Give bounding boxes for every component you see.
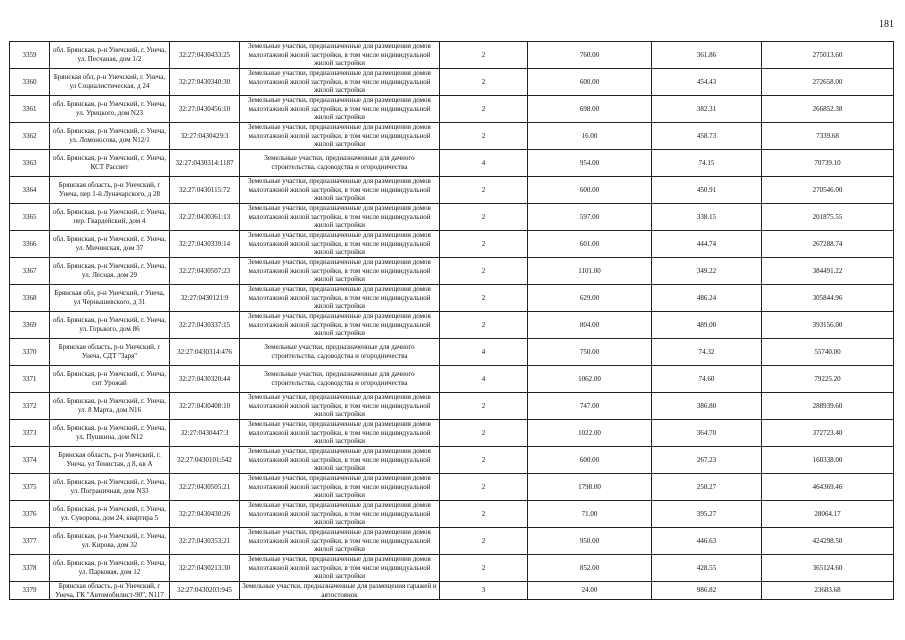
row-number-cell: 3379 [10, 582, 50, 600]
address-cell: обл. Брянская, р-н Унечский, г. Унеча, ул. Пушкина, дом N12 [50, 420, 170, 447]
use-group-cell: 2 [440, 123, 528, 150]
cadastral-value-cell: 70739.10 [762, 150, 894, 177]
row-number-cell: 3361 [10, 96, 50, 123]
table-row [10, 555, 894, 582]
land-use-cell: Земельные участки, предназначенные для размещения домов малоэтажной жилой застройки, в том числе индивидуальной жилой застройки [240, 177, 440, 204]
use-group-cell: 2 [440, 447, 528, 474]
land-use-cell: Земельные участки, предназначенные для размещения домов малоэтажной жилой застройки, в том числе индивидуальной жилой застройки [240, 285, 440, 312]
use-group-cell: 2 [440, 555, 528, 582]
use-group-cell: 2 [440, 258, 528, 285]
specific-value-cell: 458.73 [652, 123, 762, 150]
specific-value-cell: 364.70 [652, 420, 762, 447]
cadastral-number-cell: 32:27:0430429:3 [170, 123, 240, 150]
land-use-cell: Земельные участки, предназначенные для размещения домов малоэтажной жилой застройки, в том числе индивидуальной жилой застройки [240, 474, 440, 501]
address-cell: обл. Брянская, р-н Унечский, г. Унеча, ул. Пограничная, дом N33 [50, 474, 170, 501]
cadastral-value-cell: 393156.00 [762, 312, 894, 339]
area-cell: 852.00 [528, 555, 652, 582]
cadastral-number-cell: 32:27:0430320:44 [170, 366, 240, 393]
land-use-cell: Земельные участки, предназначенные для размещения домов малоэтажной жилой застройки, в том числе индивидуальной жилой застройки [240, 42, 440, 69]
cadastral-number-cell: 32:27:0430408:10 [170, 393, 240, 420]
table-row [10, 582, 894, 600]
specific-value-cell: 382.31 [652, 96, 762, 123]
cadastral-number-cell: 32:27:0430121:9 [170, 285, 240, 312]
row-number-cell: 3369 [10, 312, 50, 339]
specific-value-cell: 74.60 [652, 366, 762, 393]
specific-value-cell: 489.00 [652, 312, 762, 339]
use-group-cell: 4 [440, 339, 528, 366]
land-use-cell: Земельные участки, предназначенные для размещения домов малоэтажной жилой застройки, в том числе индивидуальной жилой застройки [240, 231, 440, 258]
table-row [10, 96, 894, 123]
cadastral-number-cell: 32:27:0430314:476 [170, 339, 240, 366]
specific-value-cell: 386.80 [652, 393, 762, 420]
cadastral-value-cell: 23683.68 [762, 582, 894, 600]
specific-value-cell: 349.22 [652, 258, 762, 285]
cadastral-value-cell: 270546.00 [762, 177, 894, 204]
area-cell: 629.00 [528, 285, 652, 312]
use-group-cell: 2 [440, 312, 528, 339]
cadastral-value-cell: 384491.22 [762, 258, 894, 285]
land-use-cell: Земельные участки, предназначенные для дачного строительства, садоводства и огородничества [240, 150, 440, 177]
row-number-cell: 3378 [10, 555, 50, 582]
use-group-cell: 2 [440, 528, 528, 555]
cadastral-value-cell: 160338.00 [762, 447, 894, 474]
use-group-cell: 2 [440, 420, 528, 447]
specific-value-cell: 446.63 [652, 528, 762, 555]
area-cell: 24.00 [528, 582, 652, 600]
address-cell: обл. Брянская, р-н Унечский, г. Унеча, ул. Суворова, дом 24, квартира 5 [50, 501, 170, 528]
address-cell: обл. Брянская, р-н Унечский, г. Унеча, пер. Гвардейский, дом 4 [50, 204, 170, 231]
cadastral-value-cell: 267288.74 [762, 231, 894, 258]
area-cell: 954.00 [528, 150, 652, 177]
row-number-cell: 3363 [10, 150, 50, 177]
specific-value-cell: 258.27 [652, 474, 762, 501]
land-use-cell: Земельные участки, предназначенные для размещения домов малоэтажной жилой застройки, в том числе индивидуальной жилой застройки [240, 96, 440, 123]
row-number-cell: 3372 [10, 393, 50, 420]
use-group-cell: 2 [440, 501, 528, 528]
specific-value-cell: 267.23 [652, 447, 762, 474]
area-cell: 1798.00 [528, 474, 652, 501]
row-number-cell: 3365 [10, 204, 50, 231]
address-cell: Брянская обл, р-н Унечский, г Унеча, ул Чернышевского, д 31 [50, 285, 170, 312]
cadastral-value-cell: 372723.40 [762, 420, 894, 447]
cadastral-value-cell: 55740.00 [762, 339, 894, 366]
cadastral-number-cell: 32:27:0430339:14 [170, 231, 240, 258]
address-cell: обл. Брянская, р-н Унечский, г. Унеча, ул. Лесная, дом 29 [50, 258, 170, 285]
address-cell: Брянская область, р-н Унечский, г Унеча, СДТ "Заря" [50, 339, 170, 366]
table-row [10, 339, 894, 366]
table-row [10, 366, 894, 393]
table-row [10, 231, 894, 258]
area-cell: 1062.00 [528, 366, 652, 393]
specific-value-cell: 428.55 [652, 555, 762, 582]
use-group-cell: 2 [440, 204, 528, 231]
cadastral-number-cell: 32:27:0430115:72 [170, 177, 240, 204]
cadastral-number-cell: 32:27:0430507:23 [170, 258, 240, 285]
area-cell: 747.00 [528, 393, 652, 420]
use-group-cell: 2 [440, 96, 528, 123]
cadastral-value-cell: 365124.60 [762, 555, 894, 582]
cadastral-value-cell: 288939.60 [762, 393, 894, 420]
land-parcel-table [9, 41, 894, 600]
use-group-cell: 2 [440, 474, 528, 501]
area-cell: 950.00 [528, 528, 652, 555]
land-use-cell: Земельные участки, предназначенные для размещения домов малоэтажной жилой застройки, в том числе индивидуальной жилой застройки [240, 420, 440, 447]
page-number: 181 [879, 19, 894, 30]
use-group-cell: 2 [440, 285, 528, 312]
area-cell: 750.00 [528, 339, 652, 366]
use-group-cell: 2 [440, 69, 528, 96]
specific-value-cell: 986.82 [652, 582, 762, 600]
land-use-cell: Земельные участки, предназначенные для размещения домов малоэтажной жилой застройки, в том числе индивидуальной жилой застройки [240, 204, 440, 231]
row-number-cell: 3368 [10, 285, 50, 312]
address-cell: обл. Брянская, р-н Унечский, г. Унеча, ул. Кирова, дом 32 [50, 528, 170, 555]
address-cell: обл. Брянская, р-н Унечский, г. Унеча, снт Урожай [50, 366, 170, 393]
cadastral-number-cell: 32:27:0430433:25 [170, 42, 240, 69]
address-cell: обл. Брянская, р-н Унечский, г. Унеча, ул. Песчаная, дом 1/2 [50, 42, 170, 69]
table-body [10, 42, 894, 600]
cadastral-value-cell: 424298.50 [762, 528, 894, 555]
cadastral-number-cell: 32:27:0430430:26 [170, 501, 240, 528]
table-row [10, 312, 894, 339]
cadastral-number-cell: 32:27:0430203:945 [170, 582, 240, 600]
cadastral-number-cell: 32:27:0430340:30 [170, 69, 240, 96]
use-group-cell: 2 [440, 231, 528, 258]
cadastral-value-cell: 28064.17 [762, 501, 894, 528]
specific-value-cell: 361.86 [652, 42, 762, 69]
use-group-cell: 2 [440, 177, 528, 204]
area-cell: 760.00 [528, 42, 652, 69]
land-use-cell: Земельные участки, предназначенные для размещения домов малоэтажной жилой застройки, в том числе индивидуальной жилой застройки [240, 258, 440, 285]
use-group-cell: 2 [440, 42, 528, 69]
row-number-cell: 3366 [10, 231, 50, 258]
row-number-cell: 3371 [10, 366, 50, 393]
address-cell: обл. Брянская, р-н Унечский, г. Унеча, ул. Урицкого, дом N23 [50, 96, 170, 123]
row-number-cell: 3376 [10, 501, 50, 528]
table-row [10, 123, 894, 150]
land-use-cell: Земельные участки, предназначенные для размещения гаражей и автостоянок [240, 582, 440, 600]
address-cell: Брянская область, р-н Унечский, г Унеча, пер 1-й Луначарского, д 28 [50, 177, 170, 204]
specific-value-cell: 444.74 [652, 231, 762, 258]
area-cell: 16.00 [528, 123, 652, 150]
area-cell: 600.00 [528, 447, 652, 474]
specific-value-cell: 450.91 [652, 177, 762, 204]
cadastral-value-cell: 7339.68 [762, 123, 894, 150]
row-number-cell: 3374 [10, 447, 50, 474]
table-row [10, 501, 894, 528]
cadastral-number-cell: 32:27:0430353:21 [170, 528, 240, 555]
cadastral-number-cell: 32:27:0430447:3 [170, 420, 240, 447]
table-row [10, 393, 894, 420]
land-use-cell: Земельные участки, предназначенные для размещения домов малоэтажной жилой застройки, в том числе индивидуальной жилой застройки [240, 555, 440, 582]
specific-value-cell: 486.24 [652, 285, 762, 312]
cadastral-value-cell: 305844.96 [762, 285, 894, 312]
row-number-cell: 3360 [10, 69, 50, 96]
table-row [10, 474, 894, 501]
address-cell: обл. Брянская, р-н Унечский, г. Унеча, КСТ Рассвет [50, 150, 170, 177]
address-cell: обл. Брянская, р-н Унечский, г. Унеча, ул. Ломоносова, дом N12/1 [50, 123, 170, 150]
row-number-cell: 3367 [10, 258, 50, 285]
cadastral-number-cell: 32:27:0430337:15 [170, 312, 240, 339]
cadastral-number-cell: 32:27:0430213:30 [170, 555, 240, 582]
table-row [10, 69, 894, 96]
cadastral-number-cell: 32:27:0430361:13 [170, 204, 240, 231]
area-cell: 804.00 [528, 312, 652, 339]
cadastral-value-cell: 272658.00 [762, 69, 894, 96]
area-cell: 600.00 [528, 177, 652, 204]
land-use-cell: Земельные участки, предназначенные для размещения домов малоэтажной жилой застройки, в том числе индивидуальной жилой застройки [240, 312, 440, 339]
area-cell: 597.00 [528, 204, 652, 231]
row-number-cell: 3359 [10, 42, 50, 69]
area-cell: 71.00 [528, 501, 652, 528]
land-use-cell: Земельные участки, предназначенные для размещения домов малоэтажной жилой застройки, в том числе индивидуальной жилой застройки [240, 69, 440, 96]
area-cell: 1022.00 [528, 420, 652, 447]
land-use-cell: Земельные участки, предназначенные для размещения домов малоэтажной жилой застройки, в том числе индивидуальной жилой застройки [240, 393, 440, 420]
row-number-cell: 3377 [10, 528, 50, 555]
address-cell: обл. Брянская, р-н Унечский, г. Унеча, ул. Мичинская, дом 37 [50, 231, 170, 258]
cadastral-value-cell: 464369.46 [762, 474, 894, 501]
row-number-cell: 3375 [10, 474, 50, 501]
specific-value-cell: 454.43 [652, 69, 762, 96]
address-cell: обл. Брянская, р-н Унечский, г. Унеча, ул. Горького, дом 86 [50, 312, 170, 339]
row-number-cell: 3362 [10, 123, 50, 150]
table-row [10, 258, 894, 285]
cadastral-value-cell: 201875.55 [762, 204, 894, 231]
row-number-cell: 3373 [10, 420, 50, 447]
area-cell: 698.00 [528, 96, 652, 123]
specific-value-cell: 74.32 [652, 339, 762, 366]
cadastral-value-cell: 266852.38 [762, 96, 894, 123]
table-row [10, 420, 894, 447]
table-row [10, 204, 894, 231]
address-cell: Брянская обл, р-н Унечский, г. Унеча, ул Социалистическая, д 24 [50, 69, 170, 96]
land-use-cell: Земельные участки, предназначенные для дачного строительства, садоводства и огородничества [240, 366, 440, 393]
area-cell: 600.00 [528, 69, 652, 96]
address-cell: Брянская область, р-н Унечский, г. Унеча, ул Тенистая, д 8, кв А [50, 447, 170, 474]
cadastral-value-cell: 275013.60 [762, 42, 894, 69]
cadastral-number-cell: 32:27:0430505:21 [170, 474, 240, 501]
cadastral-value-cell: 79225.20 [762, 366, 894, 393]
table-row [10, 285, 894, 312]
land-use-cell: Земельные участки, предназначенные для размещения домов малоэтажной жилой застройки, в том числе индивидуальной жилой застройки [240, 447, 440, 474]
table-row [10, 150, 894, 177]
cadastral-number-cell: 32:27:0430314:1187 [170, 150, 240, 177]
land-use-cell: Земельные участки, предназначенные для дачного строительства, садоводства и огородничества [240, 339, 440, 366]
area-cell: 1101.00 [528, 258, 652, 285]
table-row [10, 42, 894, 69]
table-row [10, 447, 894, 474]
table-row [10, 528, 894, 555]
land-use-cell: Земельные участки, предназначенные для размещения домов малоэтажной жилой застройки, в том числе индивидуальной жилой застройки [240, 501, 440, 528]
row-number-cell: 3364 [10, 177, 50, 204]
land-use-cell: Земельные участки, предназначенные для размещения домов малоэтажной жилой застройки, в том числе индивидуальной жилой застройки [240, 123, 440, 150]
use-group-cell: 4 [440, 150, 528, 177]
cadastral-number-cell: 32:27:0430101:542 [170, 447, 240, 474]
specific-value-cell: 74.15 [652, 150, 762, 177]
cadastral-number-cell: 32:27:0430456:10 [170, 96, 240, 123]
specific-value-cell: 395.27 [652, 501, 762, 528]
specific-value-cell: 338.15 [652, 204, 762, 231]
table-row [10, 177, 894, 204]
use-group-cell: 4 [440, 366, 528, 393]
land-use-cell: Земельные участки, предназначенные для размещения домов малоэтажной жилой застройки, в том числе индивидуальной жилой застройки [240, 528, 440, 555]
use-group-cell: 2 [440, 393, 528, 420]
address-cell: Брянская область, р-н Унечский, г Унеча, ГК "Автомобилист-90", N117 [50, 582, 170, 600]
address-cell: обл. Брянская, р-н Унечский, г. Унеча, ул. Парковая, дом 12 [50, 555, 170, 582]
row-number-cell: 3370 [10, 339, 50, 366]
use-group-cell: 3 [440, 582, 528, 600]
address-cell: обл. Брянская, р-н Унечский, г. Унеча, ул. 8 Марта, дом N16 [50, 393, 170, 420]
area-cell: 601.00 [528, 231, 652, 258]
